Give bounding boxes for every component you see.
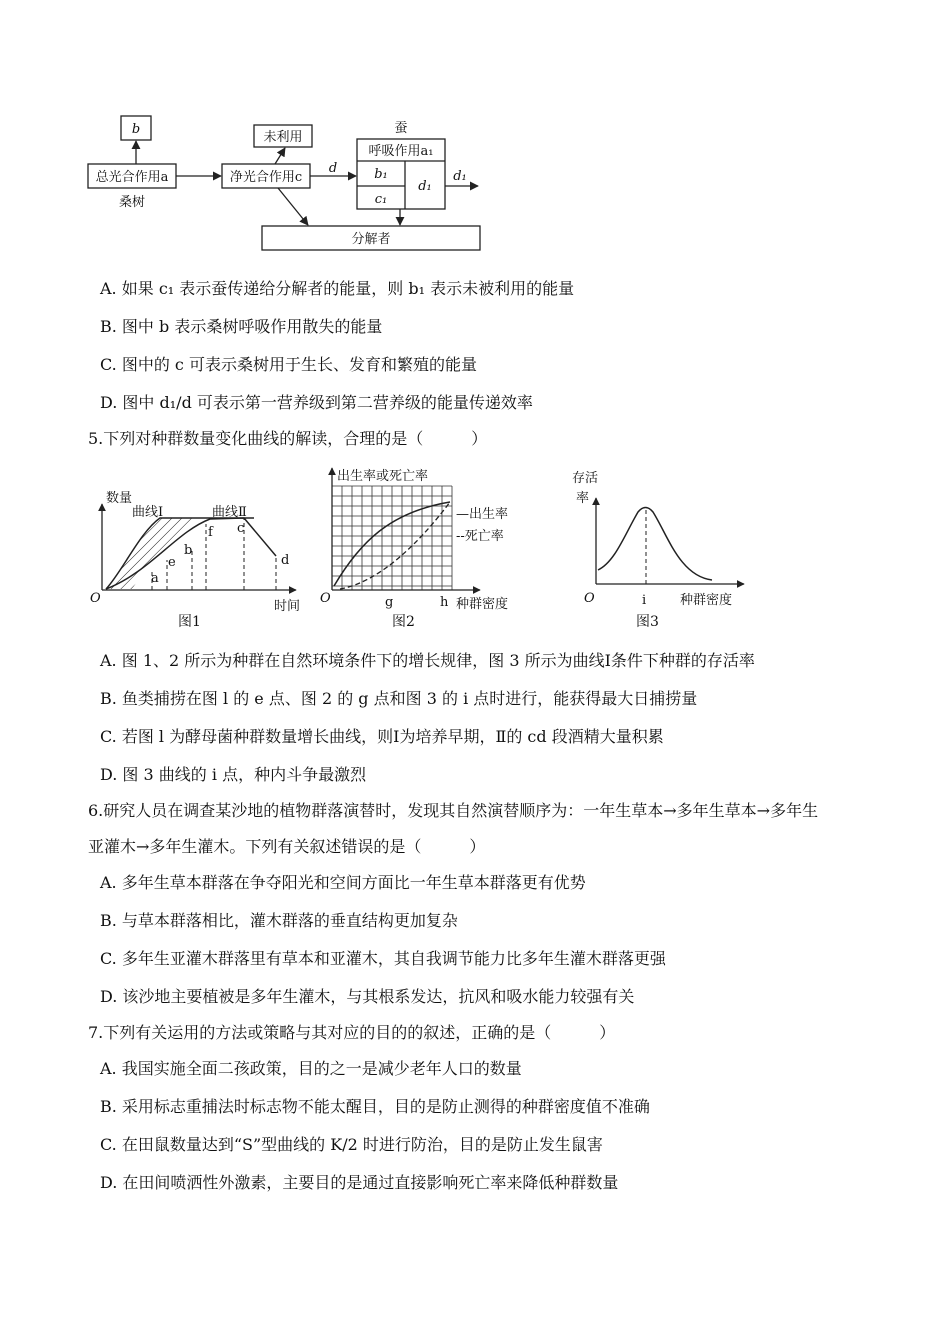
q6-option-a: A. 多年生草本群落在争夺阳光和空间方面比一年生草本群落更有优势 <box>100 873 586 892</box>
energy-flow-diagram <box>0 0 950 270</box>
q5-option-b: B. 鱼类捕捞在图 l 的 e 点、图 2 的 g 点和图 3 的 i 点时进行，能获得最大日捕捞量 <box>100 689 698 708</box>
fig2-origin: O <box>320 591 331 606</box>
fig2-title: 出生率或死亡率 <box>337 469 429 484</box>
q7-option-a: A. 我国实施全面二孩政策，目的之一是减少老年人口的数量 <box>100 1059 522 1078</box>
fig2-g: g <box>385 595 394 610</box>
q4-option-c: C. 图中的 c 可表示桑树用于生长、发育和繁殖的能量 <box>100 355 477 374</box>
fig3-i: i <box>642 593 647 608</box>
fig3-origin: O <box>584 591 595 606</box>
fig1-pt-b: b <box>184 543 193 558</box>
fig1-pt-f: f <box>208 525 213 540</box>
fig1-pt-c: c <box>237 521 245 536</box>
fig1-ylabel: 数量 <box>106 491 133 506</box>
q6-option-d: D. 该沙地主要植被是多年生灌木，与其根系发达，抗风和吸水能力较强有关 <box>100 987 635 1006</box>
fig1-xlabel: 时间 <box>274 599 301 614</box>
fig2-caption: 图2 <box>392 614 415 630</box>
fig3-xlabel: 种群密度 <box>680 593 733 608</box>
label-net: 净光合作用c <box>229 170 303 185</box>
label-respiration: 呼吸作用a₁ <box>368 144 434 159</box>
fig1-caption: 图1 <box>178 614 201 630</box>
q6-stem-2: 亚灌木→多年生灌木。下列有关叙述错误的是（ ） <box>88 837 486 856</box>
q4-option-d: D. 图中 d₁/d 可表示第一营养级到第二营养级的能量传递效率 <box>100 393 533 412</box>
q6-option-b: B. 与草本群落相比，灌木群落的垂直结构更加复杂 <box>100 911 458 930</box>
q5-option-d: D. 图 3 曲线的 i 点，种内斗争最激烈 <box>100 765 367 784</box>
figure-1 <box>90 490 300 630</box>
q6-stem-1: 6.研究人员在调查某沙地的植物群落演替时，发现其自然演替顺序为：一年生草本→多年生草本→多年生 <box>88 801 819 820</box>
fig1-pt-d: d <box>281 553 290 568</box>
fig1-curve1: 曲线Ⅰ <box>132 505 164 520</box>
q7-option-c: C. 在田鼠数量达到“S”型曲线的 K/2 时进行防治，目的是防止发生鼠害 <box>100 1135 603 1154</box>
label-unused: 未利用 <box>263 130 303 145</box>
fig2-legend-birth: —出生率 <box>456 507 509 522</box>
survival-curve <box>598 508 712 581</box>
q4-option-a: A. 如果 c₁ 表示蚕传递给分解者的能量，则 b₁ 表示未被利用的能量 <box>100 279 575 298</box>
q6-option-c: C. 多年生亚灌木群落里有草本和亚灌木，其自我调节能力比多年生灌木群落更强 <box>100 949 666 968</box>
q7-option-b: B. 采用标志重捕法时标志物不能太醒目，目的是防止测得的种群密度值不准确 <box>100 1097 650 1116</box>
fig1-pt-a: a <box>151 571 159 586</box>
q5-option-c: C. 若图 l 为酵母菌种群数量增长曲线，则Ⅰ为培养早期，Ⅱ的 cd 段酒精大量积累 <box>100 727 664 746</box>
label-photosynthesis: 总光合作用a <box>95 170 169 185</box>
label-d1-cell: d₁ <box>418 179 432 194</box>
fig1-curve2: 曲线Ⅱ <box>212 505 247 520</box>
fig2-h: h <box>440 595 449 610</box>
label-silkworm: 蚕 <box>394 121 408 136</box>
figure-2 <box>320 468 508 630</box>
q7-stem: 7.下列有关运用的方法或策略与其对应的目的的叙述，正确的是（ ） <box>88 1023 616 1042</box>
label-d: d <box>328 161 338 176</box>
label-d1-arrow: d₁ <box>453 169 467 184</box>
fig1-pt-e: e <box>168 555 176 570</box>
q5-figures <box>0 462 950 642</box>
q7-option-d: D. 在田间喷洒性外激素，主要目的是通过直接影响死亡率来降低种群数量 <box>100 1173 619 1192</box>
q5-option-a: A. 图 1、2 所示为种群在自然环境条件下的增长规律，图 3 所示为曲线Ⅰ条件下种群的存活率 <box>100 651 755 670</box>
fig3-ylabel-1: 存活 <box>572 471 599 486</box>
fig2-xlabel: 种群密度 <box>456 597 509 612</box>
label-tree: 桑树 <box>118 195 146 210</box>
q4-option-b: B. 图中 b 表示桑树呼吸作用散失的能量 <box>100 317 383 336</box>
label-decomposer: 分解者 <box>351 232 391 247</box>
label-b1: b₁ <box>374 167 388 182</box>
fig3-caption: 图3 <box>636 614 659 630</box>
figure-3 <box>572 471 744 630</box>
fig2-legend-death: --死亡率 <box>456 529 504 544</box>
fig1-origin: O <box>90 591 101 606</box>
q5-stem: 5.下列对种群数量变化曲线的解读，合理的是（ ） <box>88 429 488 448</box>
label-c1: c₁ <box>374 192 388 207</box>
fig2-grid <box>332 486 452 590</box>
label-b: b <box>131 122 141 137</box>
fig3-ylabel-2: 率 <box>576 491 590 506</box>
